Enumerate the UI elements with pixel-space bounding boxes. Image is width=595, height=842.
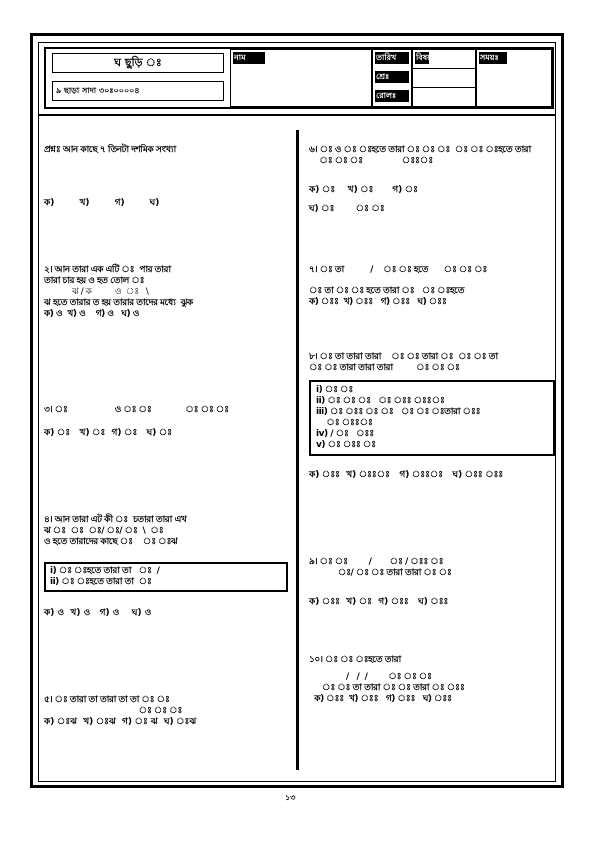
question-10-options: ক) ঃঃ খ) ঃঃ গ) ঃঃ ঘ) ঃঃ [309,694,452,704]
time-label: সময়ঃ [479,52,507,64]
header-rule [38,114,556,116]
question-7-line-1: ঃ তা / ঃ ঃ হতে ঃ ঃ ঃ [332,265,487,275]
date-label: তারিখ [375,52,409,64]
question-number: ৬। [309,145,318,155]
column-divider [296,130,299,770]
question-9-line-2: ঃ/ ঃ ঃ তারা তারা ঃ ঃ [309,568,452,578]
question-5 [44,695,294,728]
question-10-line-3: ঃ ঃ তা তারা ঃ ঃ তারা ঃ ঃঃ [309,683,465,693]
question-number: ৫। [44,695,53,705]
question-8-box [309,380,555,456]
question-2-line-1: আন তারা এক এটি ঃ পার তারা [54,265,171,275]
question-9-line-1: ঃ ঃ / ঃ / ঃঃ ঃ [332,557,444,567]
box-line: i) ঃ ঃহতে তারা তা ঃ / [50,566,160,576]
question-6-options-2: ঘ) ঃ ঃ ঃ [309,204,385,214]
question-4-options: ক) ও খ) ও গ) ও ঘ) ও [44,608,152,618]
box-line: v) ঃ ঃঃ ঃ [316,440,376,450]
question-number: ১০। [309,655,323,665]
question-number: ৪। [44,515,53,525]
question-1-options: ক) খ) গ) ঘ) [44,198,160,208]
question-1-text: প্রশ্নঃ আন কাছে ৭ তিনটা দশমিক সংখ্যা [44,145,176,155]
question-4-line-3: ও হতে তারাদের কাছে ঃ ঃ ঃঝ [44,537,178,547]
question-number: ২। [44,265,53,275]
question-8-line-2: ঃ ঃ তারা তারা তারা ঃ ঃ ঃ [309,363,460,373]
question-7-line-2: ঃ তা ঃ ঃ হতে তারা ঃ ঃ ঃহতে [309,286,464,296]
question-2-line-2: তারা চার হয় ও হত তোল ঃ [44,276,145,286]
question-8 [309,352,559,481]
subtitle: ৯ ছাড়া সাদা ৩০ঃ০০০০৪ [52,81,224,101]
question-2-extra: ঝ হতে তারার ত হয় তারার তাদের মধ্যে ঝুক [44,298,193,308]
question-9-options: ক) ঃঃ খ) ঃ গ) ঃঃ ঘ) ঃঃ [309,597,449,607]
date-cell [372,49,412,107]
question-2-math: ঝ / ক ও ঃ \ [72,287,149,297]
question-9 [309,557,559,608]
question-5-options: ক) ঃঝ খ) ঃঝ গ) ঃ ঝ ঘ) ঃঝ [44,717,197,727]
box-line: iv) / ঃ ঃঃ [316,429,374,439]
question-number: ৩। [44,405,53,415]
question-6-line-1: ঃ ও ঃ ঃহতে তারা ঃ ঃ ঃ ঃ ঃ ঃহতে তারা [332,145,531,155]
question-4-line-2: ঝ ঃ ঃ ঃ/ ঃ/ ঃ \ ঃ [44,526,164,536]
question-10 [309,655,559,705]
question-10-line-1: ঃ ঃ ঃহতে তারা [337,655,401,665]
question-5-line-1: ঃ তারা তা তারা তা তা ঃ ঃ [67,695,170,705]
question-number: ৮। [309,352,318,362]
question-6-options: ক) ঃ খ) ঃ গ) ঃ [309,185,418,195]
question-number: ৯। [309,557,318,567]
header [44,47,554,109]
box-line: ঃ ঃঃঃ [316,418,373,428]
question-3-line-1: ঃ ও ঃ ঃ ঃ ঃ ঃ [67,405,229,415]
title: ঘ ছুড়ি ঃ [52,53,224,73]
question-2 [44,265,294,320]
class-label: শ্রেঃ [375,71,409,83]
question-3 [44,405,294,439]
question-7-options: ক) ঃঃ খ) ঃঃ গ) ঃঃ ঘ) ঃঃ [309,297,447,307]
box-line: iii) ঃ ঃঃ ঃ ঃ ঃ ঃ ঃতারা ঃঃ [316,407,481,417]
time-cell [476,49,552,107]
box-line: ii) ঃ ঃ ঃ ঃ ঃঃ ঃঃঃ [316,396,445,406]
roll-label: রোলঃ [375,90,409,102]
question-4-box [44,562,288,592]
page-number: ১৩ [285,793,296,802]
question-1 [44,145,294,209]
date-values [412,49,476,107]
box-line: ii) ঃ ঃহতে তারা তা ঃ [50,577,152,587]
question-number: ৭। [309,265,318,275]
question-4 [44,515,294,619]
subject-label: বিষয়ঃ [416,53,437,62]
question-10-line-2: / / / ঃ ঃ ঃ [309,672,432,682]
question-6-line-2: ঃ ঃ ঃ ঃঃঃ [309,156,433,166]
question-6 [309,145,559,215]
question-3-options: ক) ঃ খ) ঃ গ) ঃ ঘ) ঃ [44,428,173,438]
name-label: নাম [233,52,265,64]
question-2-options: ক) ও খ) ও গ) ও ঘ) ও [44,309,139,319]
name-cell [230,49,372,107]
box-line: i) ঃ ঃ [316,385,353,395]
question-7 [309,265,559,308]
question-8-line-1: ঃ তা তারা তারা ঃ ঃ তারা ঃ ঃ ঃ তা [332,352,498,362]
question-4-line-1: আন তারা এট কী ঃ চতারা তারা এখ [54,515,187,525]
question-5-line-2: ঃ ঃ ঃ [44,706,182,716]
question-8-options: ক) ঃঃ খ) ঃঃঃ গ) ঃঃঃ ঘ) ঃঃ ঃঃ [309,470,504,480]
